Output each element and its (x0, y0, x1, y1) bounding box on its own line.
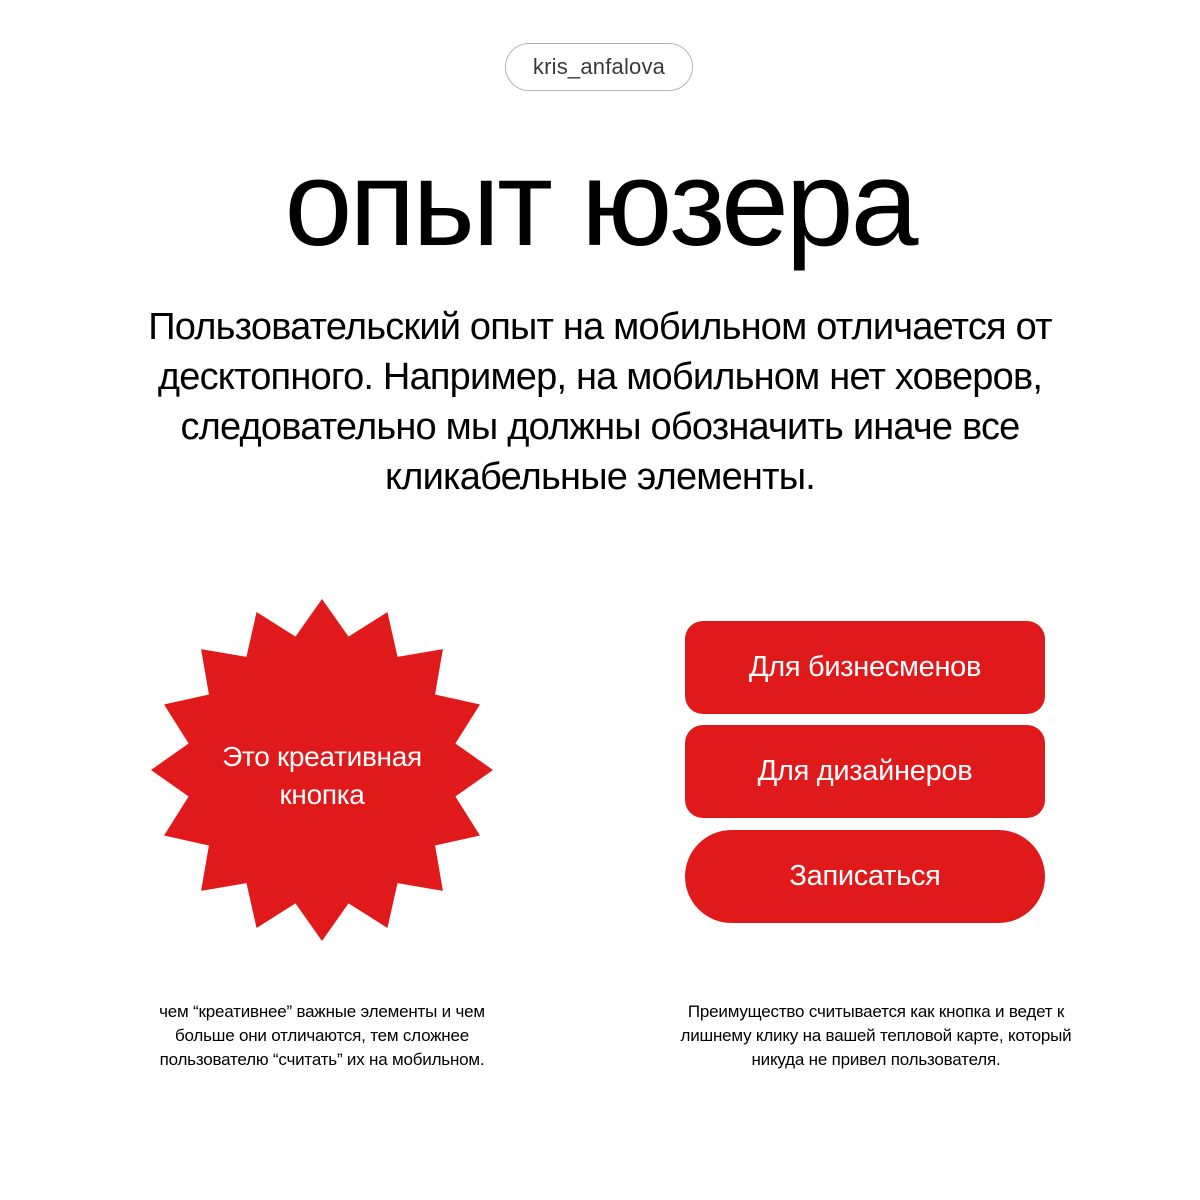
for-businessmen-button[interactable]: Для бизнесменов (685, 621, 1045, 714)
buttons-caption: Преимущество считывается как кнопка и ведет к лишнему клику на вашей тепловой карте, который никуда не привел пользователя. (680, 1002, 1072, 1069)
for-designers-button[interactable]: Для дизайнеров (685, 725, 1045, 818)
creative-button-label: Это креативная кнопка (222, 741, 422, 810)
page-title: опыт юзера (284, 135, 916, 271)
creative-button[interactable] (150, 598, 494, 942)
sign-up-button[interactable]: Записаться (685, 830, 1045, 923)
intro-paragraph: Пользовательский опыт на мобильном отличается от десктопного. Например, на мобильном нет ховеров, следовательно мы должны обозначить иначе все кликабельные элементы. (148, 306, 1052, 498)
creative-button-caption: чем “креативнее” важные элементы и чем больше они отличаются, тем сложнее пользователю “считать” их на мобильном. (159, 1002, 485, 1069)
username-tag[interactable]: kris_anfalova (505, 43, 693, 91)
